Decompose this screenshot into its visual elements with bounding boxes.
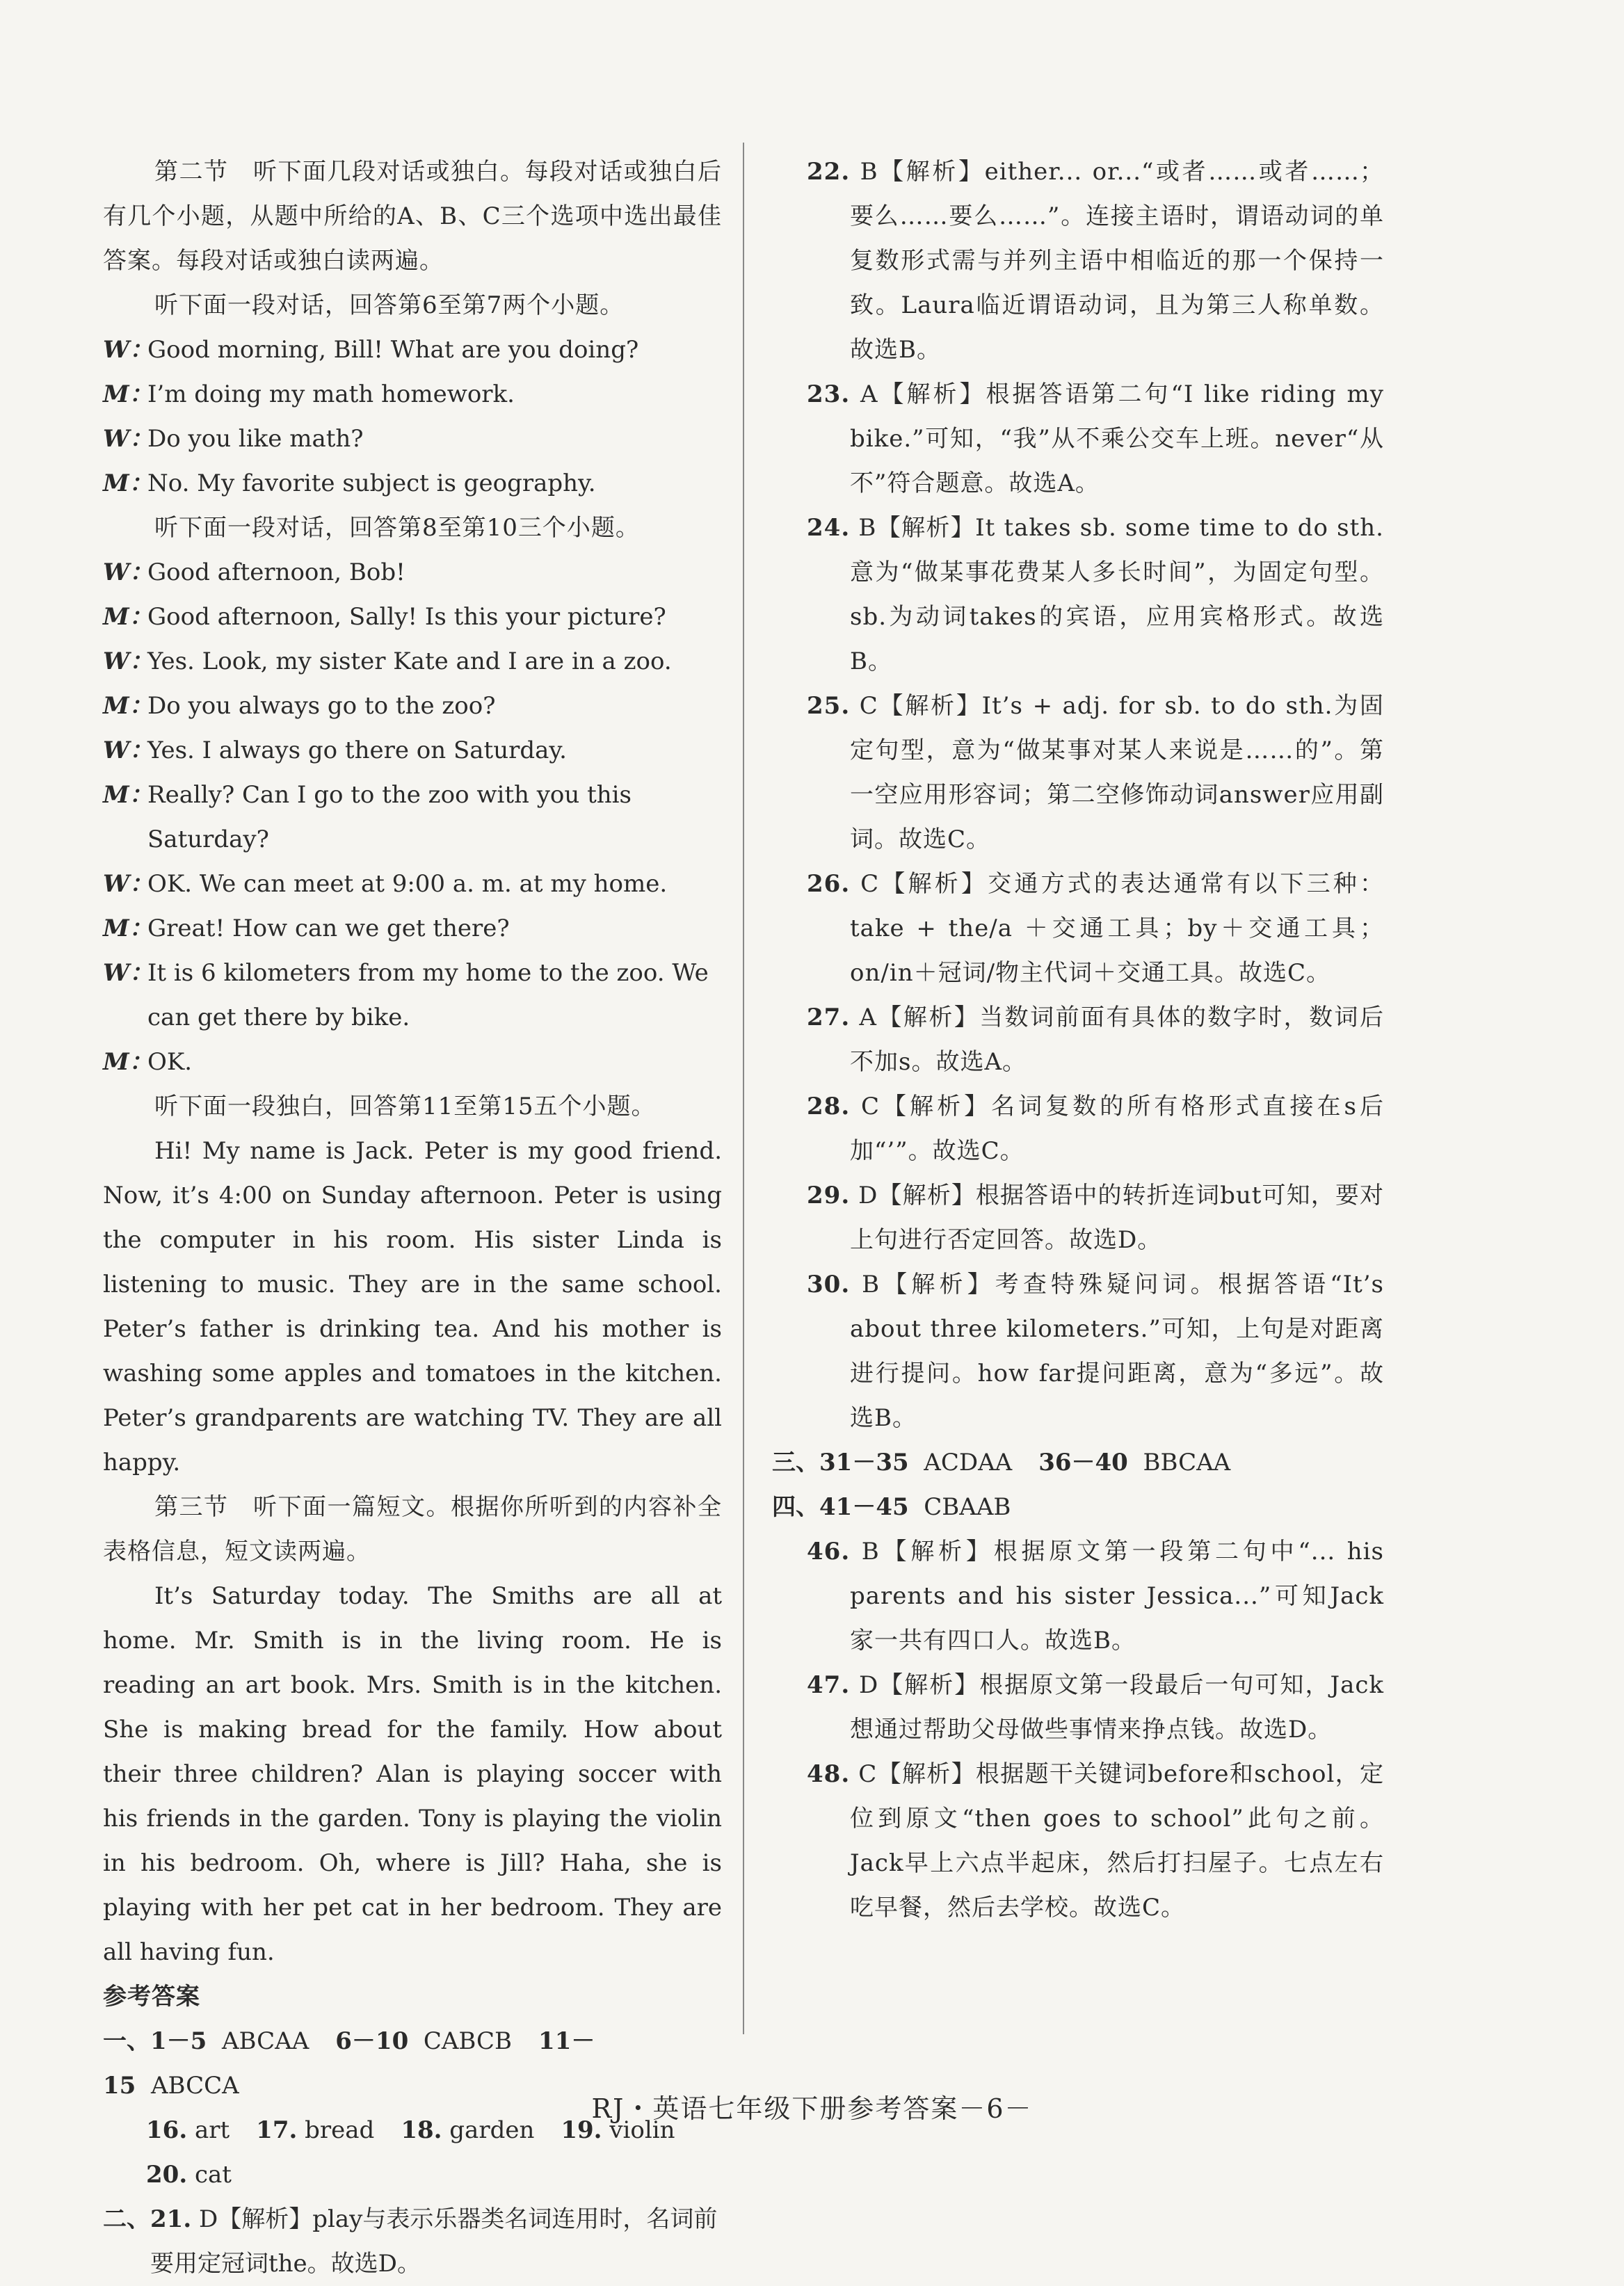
fill-number: 16. [146,2116,188,2144]
answer-text: C【解析】名词复数的所有格形式直接在s后加“’”。故选C。 [850,1093,1384,1165]
answer-text: A【解析】当数词前面有具体的数字时，数词后不加s。故选A。 [850,1004,1384,1076]
fill-word: cat [194,2161,232,2189]
answer-number: 46. [807,1538,851,1565]
answer-item [807,506,1384,684]
dialogue1-intro: 听下面一段对话，回答第6至第7两个小题。 [154,291,625,319]
dialogue-line [103,728,722,773]
dialogue-text: Good afternoon, Bob! [147,558,405,586]
speaker-label: M： [103,380,153,408]
dialogue-text: OK. We can meet at 9:00 a. m. at my home. [147,870,668,898]
part2-answers [103,2197,722,2286]
speaker-label: W： [103,425,154,453]
answer-number: 30. [807,1271,851,1298]
answer-number: 25. [807,692,851,720]
answer-item [807,1752,1384,1930]
answer-number: 22. [807,158,851,186]
answer-text: C【解析】交通方式的表达通常有以下三种：take + the/a ＋交通工具；by＋交通工具；on/in＋冠词/物主代词＋交通工具。故选C。 [850,870,1384,987]
answer-text: B【解析】It takes sb. some time to do sth.意为“做某事花费某人多长时间”，为固定句型。sb.为动词takes的宾语，应用宾格形式。故选B。 [850,514,1384,675]
answer-item [807,1084,1384,1173]
dialogue-2 [103,550,722,1084]
speaker-label: M： [103,781,153,809]
speaker-label: W： [103,558,154,586]
speaker-label: W： [103,959,154,987]
dialogue-line [103,951,722,1040]
dialogue-line [103,372,722,417]
q21-number: 21. [150,2205,192,2233]
speaker-label: W： [103,736,154,764]
answer-text: B【解析】考查特殊疑问词。根据答语“It’s about three kilometers.”可知，上句是对距离进行提问。how far提问距离，意为“多远”。故选B。 [850,1271,1384,1432]
answer-item [807,150,1384,372]
part3-answers [772,1440,1384,1485]
dialogue-text: OK. [147,1048,193,1076]
answer-item [807,372,1384,506]
speaker-label: W： [103,336,154,364]
section3-heading: 第三节 听下面一篇短文。根据你所听到的内容补全表格信息，短文读两遍。 [103,1493,722,1565]
answer-number: 48. [807,1760,851,1788]
dialogue-text: Yes. Look, my sister Kate and I are in a zoo. [147,647,672,675]
answer-item [807,862,1384,995]
dialogue-line [103,862,722,906]
fill-number: 17. [256,2116,298,2144]
dialogue-text: Do you always go to the zoo? [147,692,496,720]
speaker-label: M： [103,1048,153,1076]
answer-text: A【解析】根据答语第二句“I like riding my bike.”可知，“我”从不乘公交车上班。never“从不”符合题意。故选A。 [850,380,1385,497]
dialogue-text: I’m doing my math homework. [147,380,515,408]
speaker-label: M： [103,469,153,497]
answer-number: 26. [807,870,851,898]
answer-letters: ABCCA [150,2072,239,2100]
dialogue2-intro: 听下面一段对话，回答第8至第10三个小题。 [154,514,640,542]
dialogue-text: No. My favorite subject is geography. [147,469,596,497]
answer-item [807,1173,1384,1262]
answer-range: 31－35 [819,1449,909,1476]
section2-heading: 第二节 听下面几段对话或独白。每段对话或独白后有几个小题，从题中所给的A、B、C三个选项中选出最佳答案。每段对话或独白读两遍。 [103,158,722,275]
answer-range: 36－40 [1038,1449,1128,1476]
dialogue-line [103,595,722,639]
dialogue-text: Do you like math? [147,425,364,453]
q21-text: D【解析】play与表示乐器类名词连用时，名词前要用定冠词the。故选D。 [150,2205,718,2278]
page-footer: RJ・英语七年级下册参考答案－6－ [591,2093,1033,2124]
speaker-label: M： [103,915,153,942]
dialogue-text: Really? Can I go to the zoo with you this Saturday? [147,781,632,853]
fill-word: violin [609,2116,675,2144]
answer-number: 23. [807,380,851,408]
dialogue-text: Yes. I always go there on Saturday. [147,736,567,764]
column-divider [743,143,744,2034]
dialogue-text: It is 6 kilometers from my home to the zoo. We can get there by bike. [147,959,709,1031]
answer-letters: ABCAA [221,2027,309,2055]
answer-number: 27. [807,1004,851,1031]
answer-item [807,1663,1384,1752]
speaker-label: M： [103,603,153,631]
answer-number: 47. [807,1671,851,1699]
fill-word: art [194,2116,230,2144]
dialogue-line [103,639,722,684]
dialogue-line [103,461,722,506]
answer-range: 41－45 [819,1493,909,1521]
answer-item [807,684,1384,862]
answer-number: 29. [807,1182,851,1209]
speaker-label: W： [103,870,154,898]
answer-text: D【解析】根据答语中的转折连词but可知，要对上句进行否定回答。故选D。 [850,1182,1384,1254]
answer-text: B【解析】根据原文第一段第二句中“... his parents and his sister Jessica...”可知Jack家一共有四口人。故选B。 [850,1538,1384,1655]
answers-46-48 [807,1529,1384,1930]
passage-text: It’s Saturday today. The Smiths are all at home. Mr. Smith is in the living room. He is reading an art book. Mrs. Smith is in the kitchen. She is making bread for the family. How about their three children? Alan is playing soccer with his friends in the garden. Tony is playing the violin in his bedroom. Oh, where is Jill? Haha, she is playing with her pet cat in her bedroom. They are all having fun. [103,1582,722,1966]
answer-letters: CBAAB [924,1493,1011,1521]
answer-letters: ACDAA [924,1449,1013,1476]
fill-number: 19. [561,2116,602,2144]
dialogue-line [103,550,722,595]
dialogue-text: Great! How can we get there? [147,915,510,942]
answer-letters: CABCB [423,2027,513,2055]
monologue-intro: 听下面一段独白，回答第11至第15五个小题。 [154,1093,656,1120]
dialogue-line [103,773,722,862]
answer-text: C【解析】It’s + adj. for sb. to do sth.为固定句型，意为“做某事对某人来说是……的”。第一空应用形容词；第二空修饰动词answer应用副词。故选C。 [850,692,1385,853]
answer-item [807,1529,1384,1663]
left-column [103,150,722,2286]
answer-text: C【解析】根据题干关键词before和school，定位到原文“then goes to school”此句之前。Jack早上六点半起床，然后打扫屋子。七点左右吃早餐，然后去学校。故选C。 [850,1760,1385,1922]
answer-text: D【解析】根据原文第一段最后一句可知，Jack想通过帮助父母做些事情来挣点钱。故选D。 [850,1671,1384,1744]
dialogue-1 [103,328,722,506]
right-column [772,150,1385,1930]
part3-label: 三、 [772,1449,819,1476]
answers-22-30 [807,150,1384,1440]
dialogue-text: Good afternoon, Sally! Is this your picture? [147,603,666,631]
dialogue-line [103,1040,722,1084]
speaker-label: W： [103,647,154,675]
fill-number: 18. [401,2116,442,2144]
answer-letters: BBCAA [1143,1449,1231,1476]
answer-number: 28. [807,1093,851,1120]
dialogue-line [103,328,722,372]
answer-range: 1－5 [150,2027,207,2055]
monologue-text: Hi! My name is Jack. Peter is my good friend. Now, it’s 4:00 on Sunday afternoon. Peter is using the computer in his room. His sister Linda is listening to music. They are in the same school. Peter’s father is drinking tea. And his mother is washing some apples and tomatoes in the kitchen. Peter’s grandparents are watching TV. They are all happy. [103,1137,722,1476]
answer-item [807,1262,1384,1440]
dialogue-text: Good morning, Bill! What are you doing? [147,336,639,364]
answer-text: B【解析】either... or...“或者……或者……；要么……要么……”。连接主语时，谓语动词的单复数形式需与并列主语中相临近的那一个保持一致。Laura临近谓语动词，且为第三人称单数。故选B。 [850,158,1385,364]
part2-label: 二、 [103,2205,150,2233]
speaker-label: M： [103,692,153,720]
answer-range: 6－10 [335,2027,409,2055]
answers-title: 参考答案 [103,1983,200,2011]
part4-label: 四、 [772,1493,819,1521]
dialogue-line [103,417,722,461]
part1-label: 一、 [103,2027,150,2055]
q21 [150,2197,722,2286]
part4-answers [772,1485,1384,1529]
dialogue-line [103,906,722,951]
fill-number: 20. [146,2161,188,2189]
answer-range: 11－15 [103,2027,595,2100]
fill-word: garden [449,2116,535,2144]
dialogue-line [103,684,722,728]
fill-word: bread [305,2116,375,2144]
answer-item [807,995,1384,1084]
answer-number: 24. [807,514,851,542]
